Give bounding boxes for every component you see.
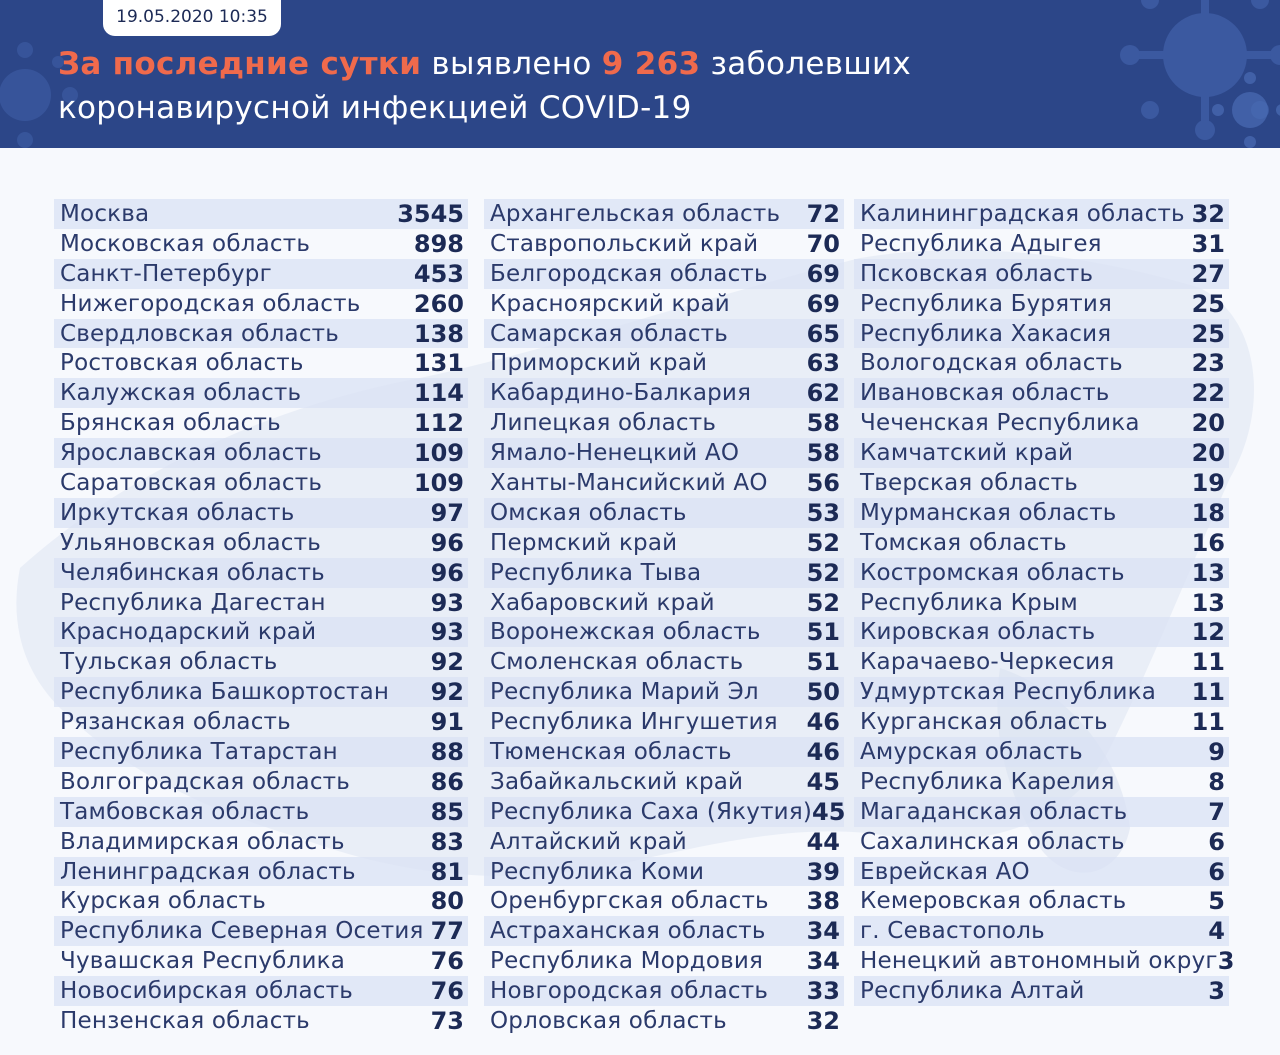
table-row xyxy=(54,916,468,946)
region-name: Калининградская область xyxy=(860,200,1185,227)
table-row xyxy=(484,468,844,498)
region-name: Иркутская область xyxy=(60,499,295,526)
region-name: г. Севастополь xyxy=(860,918,1045,945)
case-count: 12 xyxy=(1191,618,1225,647)
case-count: 81 xyxy=(430,857,464,886)
region-name: Карачаево-Черкесия xyxy=(860,649,1115,676)
region-name: Пензенская область xyxy=(60,1007,310,1034)
region-name: Республика Ингушетия xyxy=(490,709,778,736)
region-name: Астраханская область xyxy=(490,918,766,945)
region-name: Пермский край xyxy=(490,529,678,556)
table-row xyxy=(54,289,468,319)
region-name: Республика Хакасия xyxy=(860,320,1112,347)
region-name: Смоленская область xyxy=(490,649,744,676)
case-count: 3 xyxy=(1217,947,1235,976)
region-name: Орловская область xyxy=(490,1007,727,1034)
table-row xyxy=(854,408,1229,438)
case-count: 77 xyxy=(430,917,464,946)
region-name: Новгородская область xyxy=(490,978,769,1005)
table-row xyxy=(484,767,844,797)
case-count: 11 xyxy=(1191,648,1225,677)
region-name: Курская область xyxy=(60,888,266,915)
table-row xyxy=(54,558,468,588)
case-count: 70 xyxy=(806,229,840,258)
case-count: 93 xyxy=(430,588,464,617)
table-row xyxy=(484,319,844,349)
case-count: 25 xyxy=(1191,289,1225,318)
table-row xyxy=(854,976,1229,1006)
case-count: 31 xyxy=(1191,229,1225,258)
table-row xyxy=(54,976,468,1006)
table-row xyxy=(484,677,844,707)
case-count: 34 xyxy=(806,947,840,976)
case-count: 11 xyxy=(1191,678,1225,707)
table-row xyxy=(484,976,844,1006)
table-row xyxy=(54,498,468,528)
table-row xyxy=(54,438,468,468)
case-count: 85 xyxy=(430,797,464,826)
table-row xyxy=(484,348,844,378)
table-row xyxy=(484,647,844,677)
region-name: Хабаровский край xyxy=(490,589,715,616)
region-name: Омская область xyxy=(490,499,687,526)
table-row xyxy=(854,558,1229,588)
table-row xyxy=(854,827,1229,857)
case-count: 96 xyxy=(430,528,464,557)
case-count: 898 xyxy=(413,229,464,258)
case-count: 69 xyxy=(806,289,840,318)
table-row xyxy=(854,259,1229,289)
table-row xyxy=(54,647,468,677)
case-count: 11 xyxy=(1191,708,1225,737)
region-name: Челябинская область xyxy=(60,559,325,586)
region-name: Республика Бурятия xyxy=(860,290,1113,317)
region-name: Красноярский край xyxy=(490,290,730,317)
region-name: Новосибирская область xyxy=(60,978,353,1005)
table-row xyxy=(484,229,844,259)
region-name: Курганская область xyxy=(860,709,1108,736)
table-row xyxy=(854,647,1229,677)
table-row xyxy=(54,378,468,408)
table-row xyxy=(484,378,844,408)
region-name: Воронежская область xyxy=(490,619,761,646)
case-count: 72 xyxy=(806,199,840,228)
region-name: Республика Крым xyxy=(860,589,1078,616)
case-count: 51 xyxy=(806,648,840,677)
region-name: Тюменская область xyxy=(490,738,732,765)
date-badge: 19.05.2020 10:35 xyxy=(103,0,281,36)
table-row xyxy=(54,588,468,618)
table-row xyxy=(484,289,844,319)
table-row xyxy=(854,767,1229,797)
case-count: 109 xyxy=(413,439,464,468)
region-name: Краснодарский край xyxy=(60,619,317,646)
region-name: Москва xyxy=(60,200,150,227)
region-name: Ямало-Ненецкий АО xyxy=(490,440,740,467)
table-row xyxy=(54,886,468,916)
case-count: 76 xyxy=(430,947,464,976)
region-name: Приморский край xyxy=(490,350,708,377)
table-row xyxy=(54,797,468,827)
region-name: Республика Мордовия xyxy=(490,948,764,975)
table-row xyxy=(854,438,1229,468)
region-name: Московская область xyxy=(60,230,311,257)
case-count: 20 xyxy=(1191,439,1225,468)
table-row xyxy=(54,617,468,647)
region-name: Ярославская область xyxy=(60,440,322,467)
case-count: 3 xyxy=(1208,977,1225,1006)
table-column-3 xyxy=(854,199,1235,1006)
case-count: 27 xyxy=(1191,259,1225,288)
case-count: 65 xyxy=(806,319,840,348)
table-row xyxy=(854,229,1229,259)
headline xyxy=(58,42,958,130)
region-name: Чеченская Республика xyxy=(860,410,1140,437)
region-name: Магаданская область xyxy=(860,798,1128,825)
region-name: Амурская область xyxy=(860,738,1083,765)
region-name: Республика Тыва xyxy=(490,559,702,586)
table-row xyxy=(854,498,1229,528)
table-row xyxy=(854,528,1229,558)
case-count: 92 xyxy=(430,648,464,677)
case-count: 92 xyxy=(430,678,464,707)
case-count: 51 xyxy=(806,618,840,647)
case-count: 80 xyxy=(430,887,464,916)
case-count: 44 xyxy=(806,827,840,856)
region-name: Чувашская Республика xyxy=(60,948,345,975)
case-count: 32 xyxy=(1191,199,1225,228)
table-row xyxy=(484,946,844,976)
table-row xyxy=(854,199,1229,229)
region-name: Республика Марий Эл xyxy=(490,679,759,706)
table-row xyxy=(484,408,844,438)
case-count: 88 xyxy=(430,737,464,766)
region-name: Волгоградская область xyxy=(60,768,351,795)
case-count: 4 xyxy=(1208,917,1225,946)
region-name: Республика Саха (Якутия) xyxy=(490,798,813,825)
case-count: 22 xyxy=(1191,379,1225,408)
case-count: 86 xyxy=(430,767,464,796)
region-name: Свердловская область xyxy=(60,320,340,347)
region-name: Рязанская область xyxy=(60,709,291,736)
table-row xyxy=(54,259,468,289)
table-row xyxy=(484,916,844,946)
table-row xyxy=(484,886,844,916)
table-row xyxy=(854,468,1229,498)
headline-end: заболевших xyxy=(700,46,912,82)
region-name: Ленинградская область xyxy=(60,858,356,885)
case-count: 20 xyxy=(1191,409,1225,438)
table-row xyxy=(484,438,844,468)
case-count: 32 xyxy=(806,1006,840,1035)
table-row xyxy=(854,677,1229,707)
table-row xyxy=(484,737,844,767)
table-row xyxy=(484,558,844,588)
region-name: Республика Адыгея xyxy=(860,230,1102,257)
case-count: 16 xyxy=(1191,528,1225,557)
table-row xyxy=(484,857,844,887)
case-count: 38 xyxy=(806,887,840,916)
table-row xyxy=(54,1006,468,1036)
case-count: 114 xyxy=(413,379,464,408)
table-row xyxy=(854,289,1229,319)
case-count: 260 xyxy=(413,289,464,318)
region-name: Республика Дагестан xyxy=(60,589,326,616)
region-name: Костромская область xyxy=(860,559,1125,586)
case-count: 13 xyxy=(1191,558,1225,587)
case-count: 69 xyxy=(806,259,840,288)
table-row xyxy=(54,857,468,887)
table-row xyxy=(54,408,468,438)
table-row xyxy=(484,707,844,737)
region-name: Республика Татарстан xyxy=(60,738,338,765)
region-name: Республика Коми xyxy=(490,858,705,885)
case-count: 97 xyxy=(430,498,464,527)
table-row xyxy=(54,229,468,259)
table-row xyxy=(484,827,844,857)
case-count: 7 xyxy=(1208,797,1225,826)
table-row xyxy=(484,199,844,229)
region-name: Оренбургская область xyxy=(490,888,769,915)
region-name: Кемеровская область xyxy=(860,888,1127,915)
headline-number: 9 263 xyxy=(601,46,701,82)
case-count: 76 xyxy=(430,977,464,1006)
case-count: 39 xyxy=(806,857,840,886)
table-row xyxy=(484,797,844,827)
region-name: Санкт-Петербург xyxy=(60,260,272,287)
table-row xyxy=(854,617,1229,647)
case-count: 453 xyxy=(413,259,464,288)
case-count: 6 xyxy=(1208,857,1225,886)
region-name: Ульяновская область xyxy=(60,529,322,556)
table-row xyxy=(854,319,1229,349)
header-banner xyxy=(0,0,1280,148)
case-count: 93 xyxy=(430,618,464,647)
case-count: 56 xyxy=(806,468,840,497)
table-row xyxy=(54,946,468,976)
case-count: 131 xyxy=(413,349,464,378)
case-count: 73 xyxy=(430,1006,464,1035)
case-count: 112 xyxy=(413,409,464,438)
case-count: 8 xyxy=(1208,767,1225,796)
case-count: 34 xyxy=(806,917,840,946)
region-name: Липецкая область xyxy=(490,410,717,437)
region-name: Республика Алтай xyxy=(860,978,1085,1005)
case-count: 62 xyxy=(806,379,840,408)
case-count: 46 xyxy=(806,708,840,737)
table-row xyxy=(484,1006,844,1036)
region-name: Мурманская область xyxy=(860,499,1117,526)
table-row xyxy=(854,916,1229,946)
table-row xyxy=(54,348,468,378)
case-count: 53 xyxy=(806,498,840,527)
table-row xyxy=(854,886,1229,916)
table-row xyxy=(854,857,1229,887)
region-name: Алтайский край xyxy=(490,828,687,855)
virus-decoration-icon xyxy=(1210,70,1280,148)
region-name: Калужская область xyxy=(60,380,302,407)
region-name: Архангельская область xyxy=(490,200,781,227)
table-row xyxy=(484,617,844,647)
region-name: Белгородская область xyxy=(490,260,768,287)
table-row xyxy=(854,707,1229,737)
table-row xyxy=(854,378,1229,408)
region-name: Камчатский край xyxy=(860,440,1074,467)
table-row xyxy=(54,468,468,498)
table-row xyxy=(54,737,468,767)
region-name: Вологодская область xyxy=(860,350,1123,377)
region-name: Ивановская область xyxy=(860,380,1110,407)
case-count: 63 xyxy=(806,349,840,378)
case-count: 19 xyxy=(1191,468,1225,497)
region-name: Брянская область xyxy=(60,410,281,437)
headline-mid: выявлено xyxy=(421,46,602,82)
case-count: 18 xyxy=(1191,498,1225,527)
table-row xyxy=(54,827,468,857)
region-name: Тульская область xyxy=(60,649,278,676)
case-count: 23 xyxy=(1191,349,1225,378)
case-count: 58 xyxy=(806,409,840,438)
region-name: Тверская область xyxy=(860,469,1078,496)
case-count: 6 xyxy=(1208,827,1225,856)
case-count: 50 xyxy=(806,678,840,707)
region-name: Республика Северная Осетия xyxy=(60,918,424,945)
case-count: 45 xyxy=(806,767,840,796)
region-name: Кировская область xyxy=(860,619,1096,646)
case-count: 109 xyxy=(413,468,464,497)
table-row xyxy=(854,737,1229,767)
region-name: Забайкальский край xyxy=(490,768,744,795)
table-row xyxy=(484,498,844,528)
case-count: 52 xyxy=(806,528,840,557)
region-name: Владимирская область xyxy=(60,828,345,855)
region-name: Ростовская область xyxy=(60,350,304,377)
region-name: Ханты-Мансийский АО xyxy=(490,469,768,496)
region-name: Республика Башкортостан xyxy=(60,679,390,706)
table-row xyxy=(484,259,844,289)
case-count: 83 xyxy=(430,827,464,856)
table-row xyxy=(54,528,468,558)
region-name: Еврейская АО xyxy=(860,858,1030,885)
table-column-2 xyxy=(484,199,844,1036)
region-name: Нижегородская область xyxy=(60,290,361,317)
table-row xyxy=(54,199,468,229)
table-row xyxy=(54,767,468,797)
case-count: 52 xyxy=(806,558,840,587)
table-row xyxy=(54,707,468,737)
case-count: 3545 xyxy=(397,199,464,228)
table-row xyxy=(854,946,1235,976)
region-name: Томская область xyxy=(860,529,1067,556)
region-name: Кабардино-Балкария xyxy=(490,380,752,407)
region-name: Саратовская область xyxy=(60,469,323,496)
case-count: 5 xyxy=(1208,887,1225,916)
case-count: 9 xyxy=(1208,737,1225,766)
table-column-1 xyxy=(54,199,468,1036)
table-row xyxy=(854,588,1229,618)
case-count: 25 xyxy=(1191,319,1225,348)
table-row xyxy=(854,797,1229,827)
headline-line2: коронавирусной инфекцией COVID-19 xyxy=(58,90,692,126)
region-name: Удмуртская Республика xyxy=(860,679,1156,706)
case-count: 91 xyxy=(430,708,464,737)
table-row xyxy=(54,319,468,349)
table-row xyxy=(54,677,468,707)
case-count: 138 xyxy=(413,319,464,348)
region-name: Сахалинская область xyxy=(860,828,1125,855)
region-name: Ставропольский край xyxy=(490,230,759,257)
table-row xyxy=(484,528,844,558)
case-count: 58 xyxy=(806,439,840,468)
case-count: 33 xyxy=(806,977,840,1006)
headline-accent: За последние сутки xyxy=(58,46,422,82)
region-name: Псковская область xyxy=(860,260,1094,287)
case-count: 13 xyxy=(1191,588,1225,617)
case-count: 45 xyxy=(812,797,846,826)
case-count: 46 xyxy=(806,737,840,766)
table-row xyxy=(484,588,844,618)
region-name: Самарская область xyxy=(490,320,729,347)
region-name: Ненецкий автономный округ xyxy=(860,948,1218,975)
table-row xyxy=(854,348,1229,378)
case-count: 96 xyxy=(430,558,464,587)
case-count: 52 xyxy=(806,588,840,617)
region-name: Республика Карелия xyxy=(860,768,1115,795)
region-name: Тамбовская область xyxy=(60,798,310,825)
